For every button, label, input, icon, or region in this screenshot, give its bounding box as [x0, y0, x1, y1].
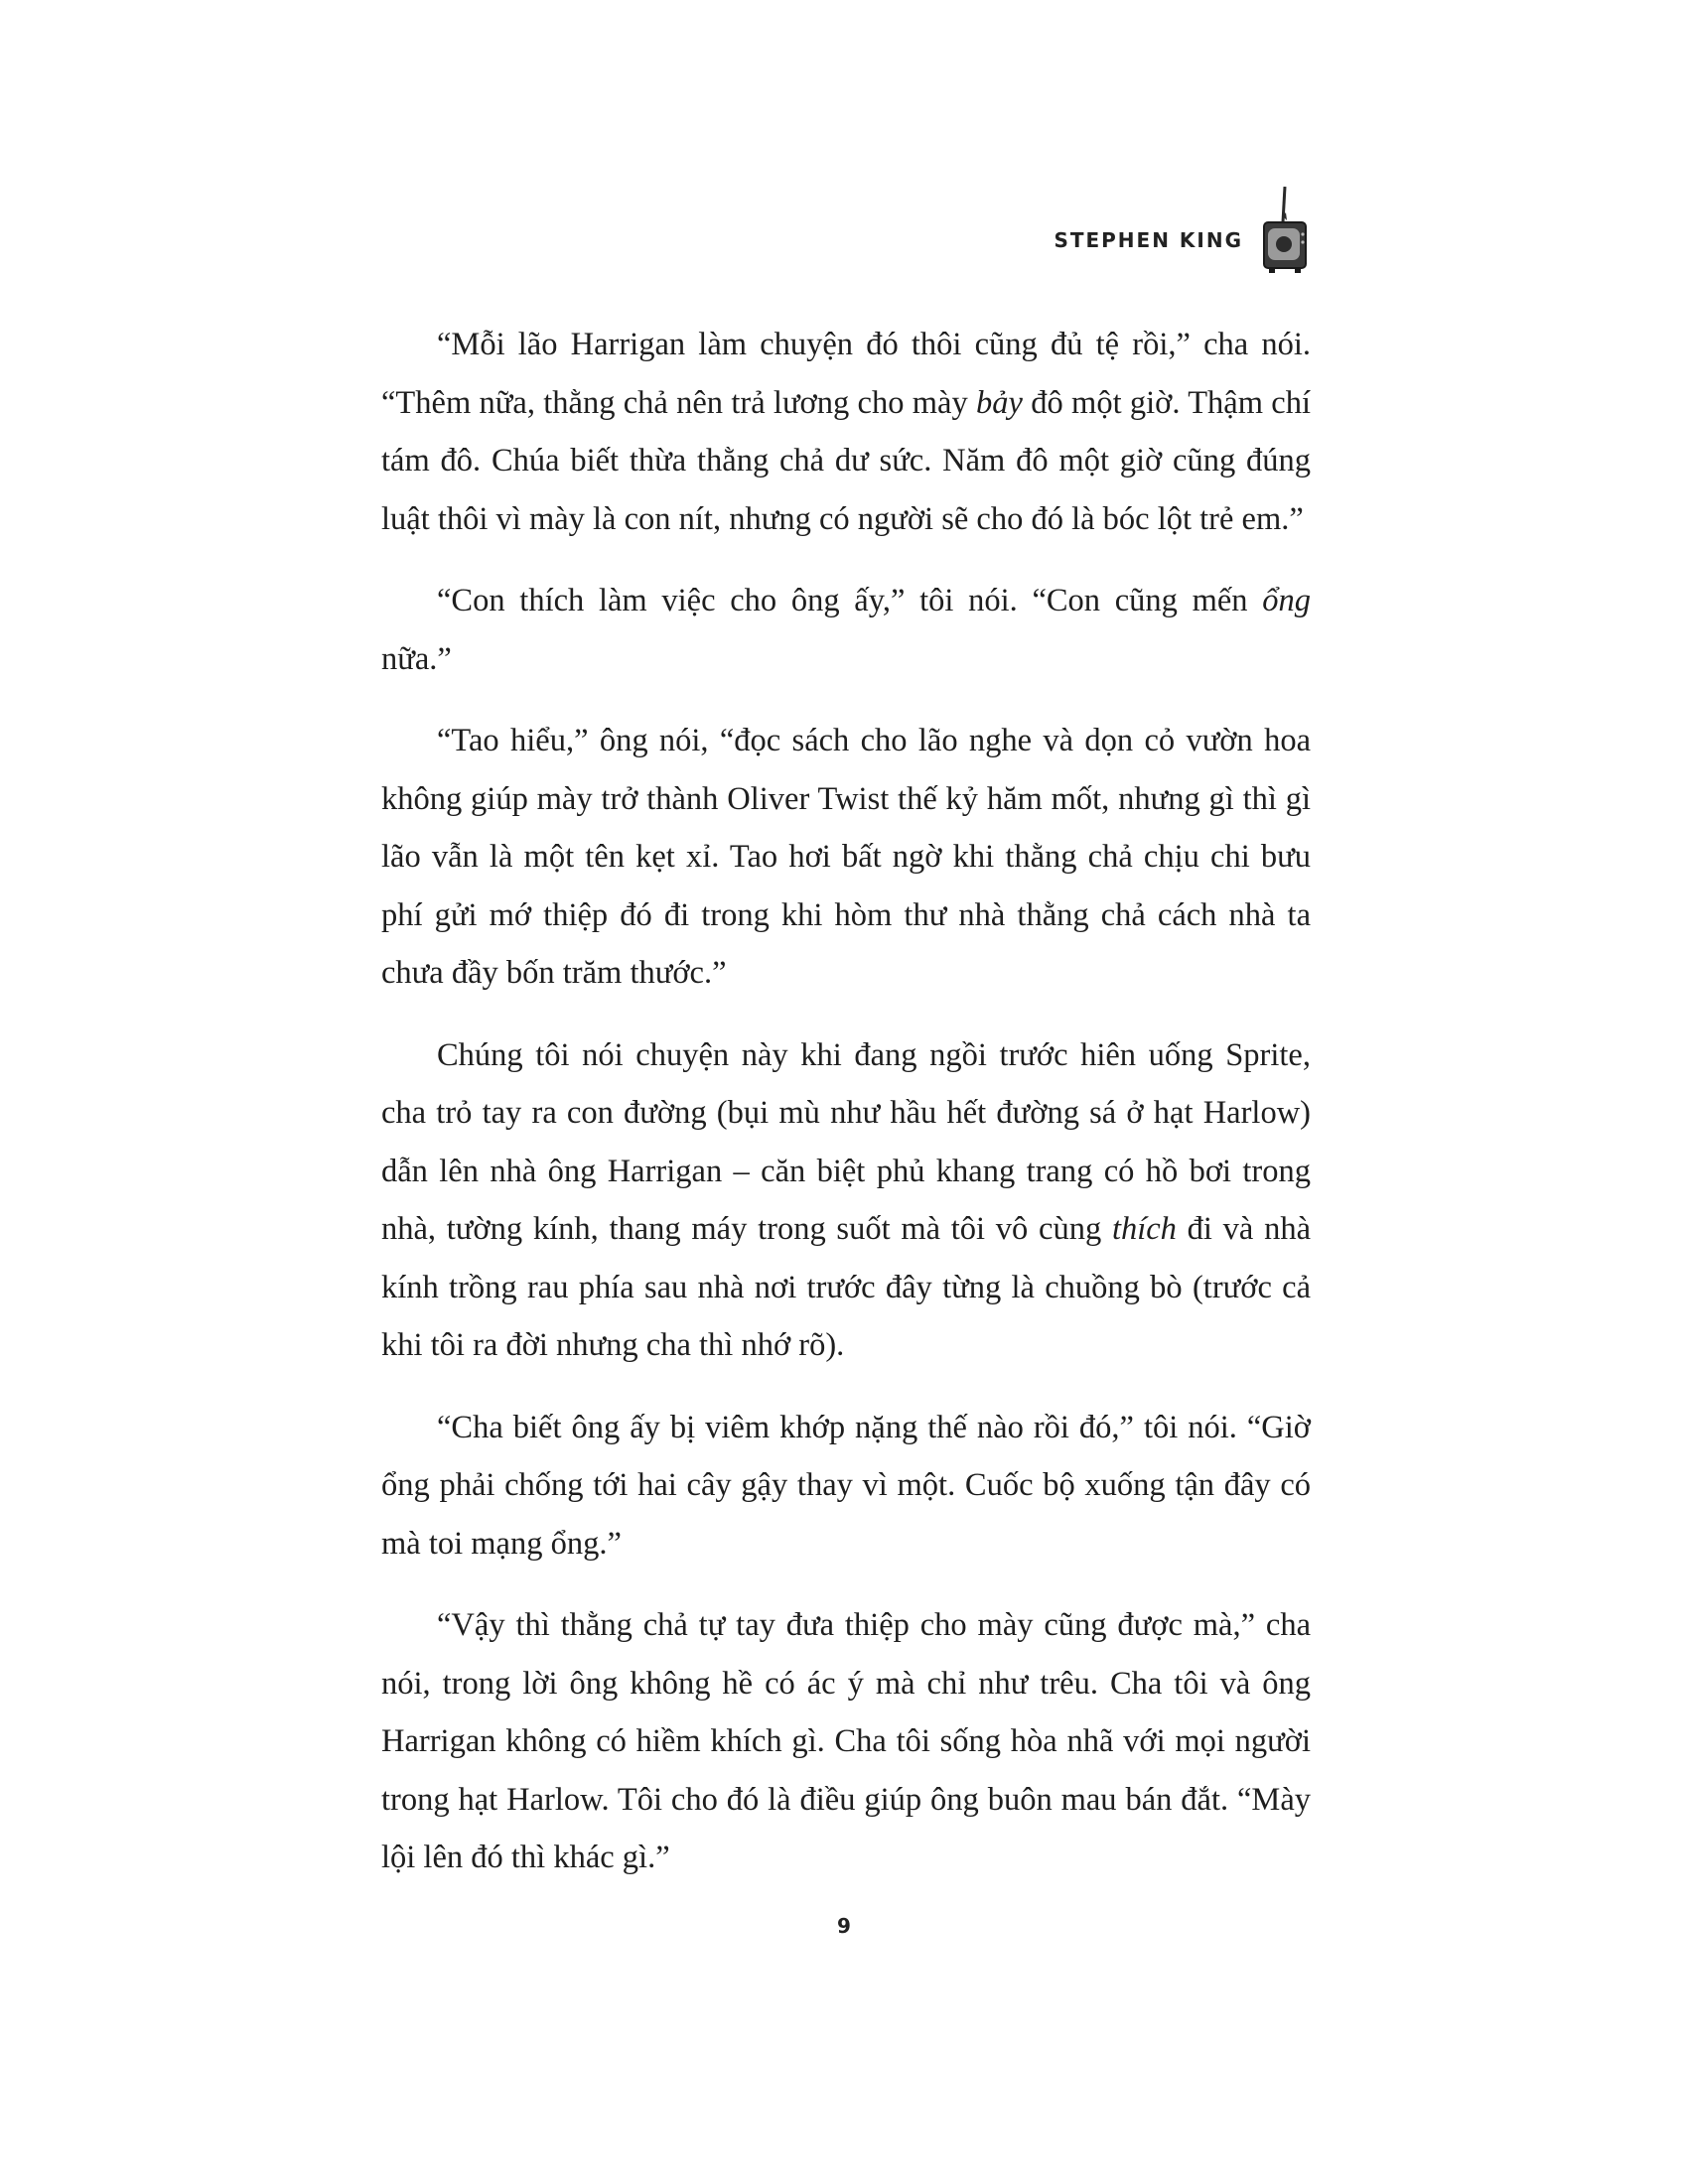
- television-icon: [1261, 187, 1309, 274]
- running-header: [1054, 185, 1309, 274]
- paragraph-2-emphasis: ổng: [1262, 583, 1311, 618]
- paragraph-4-text-a: Chúng tôi nói chuyện này khi đang ngồi trước hiên uống Sprite, cha trỏ tay ra con đường (bụi mù như hầu hết đường sá ở hạt Harlow) dẫn lên nhà ông Harrigan – căn biệt phủ khang trang có hồ bơi trong nhà, tường kính, thang máy trong suốt mà tôi vô cùng: [381, 1036, 1311, 1247]
- paragraph-6: “Vậy thì thằng chả tự tay đưa thiệp cho mày cũng được mà,” cha nói, trong lời ông không hề có ác ý mà chỉ như trêu. Cha tôi và ông Harrigan không có hiềm khích gì. Cha tôi sống hòa nhã với mọi người trong hạt Harlow. Tôi cho đó là điều giúp ông buôn mau bán đắt. “Mày lội lên đó thì khác gì.”: [381, 1607, 1311, 1875]
- paragraph-2-text-b: nữa.”: [381, 640, 452, 677]
- paragraph-1-text-b: đô một giờ. Thậm chí tám đô. Chúa biết thừa thằng chả dư sức. Năm đô một giờ cũng đúng luật thôi vì mày là con nít, nhưng có người sẽ cho đó là bóc lột trẻ em.”: [381, 384, 1311, 537]
- paragraph-4: [381, 1026, 1311, 1375]
- paragraph-1-text-a: “Mỗi lão Harrigan làm chuyện đó thôi cũng đủ tệ rồi,” cha nói. “Thêm nữa, thằng chả nên trả lương cho mày: [381, 327, 1311, 421]
- page-number: 9: [837, 1914, 851, 1938]
- paragraph-1-emphasis: bảy: [976, 384, 1023, 421]
- paragraph-5: “Cha biết ông ấy bị viêm khớp nặng thế nào rồi đó,” tôi nói. “Giờ ổng phải chống tới hai cây gậy thay vì một. Cuốc bộ xuống tận đây có mà toi mạng ổng.”: [381, 1409, 1311, 1562]
- paragraph-3: “Tao hiểu,” ông nói, “đọc sách cho lão nghe và dọn cỏ vườn hoa không giúp mày trở thành Oliver Twist thế kỷ hăm mốt, nhưng gì thì gì lão vẫn là một tên kẹt xỉ. Tao hơi bất ngờ khi thằng chả chịu chi bưu phí gửi mớ thiệp đó đi trong khi hòm thư nhà thằng chả cách nhà ta chưa đầy bốn trăm thước.”: [381, 723, 1311, 991]
- paragraph-4-text-b: đi và nhà kính trồng rau phía sau nhà nơi trước đây từng là chuồng bò (trước cả khi tôi ra đời nhưng cha thì nhớ rõ).: [381, 1211, 1311, 1363]
- paragraph-4-emphasis: thích: [1111, 1211, 1177, 1247]
- body-text: [381, 316, 1311, 1911]
- paragraph-1: [381, 316, 1311, 548]
- paragraph-2: [381, 572, 1311, 688]
- author-name: STEPHEN KING: [1054, 228, 1243, 252]
- paragraph-2-text-a: “Con thích làm việc cho ông ấy,” tôi nói. “Con cũng mến: [437, 583, 1263, 618]
